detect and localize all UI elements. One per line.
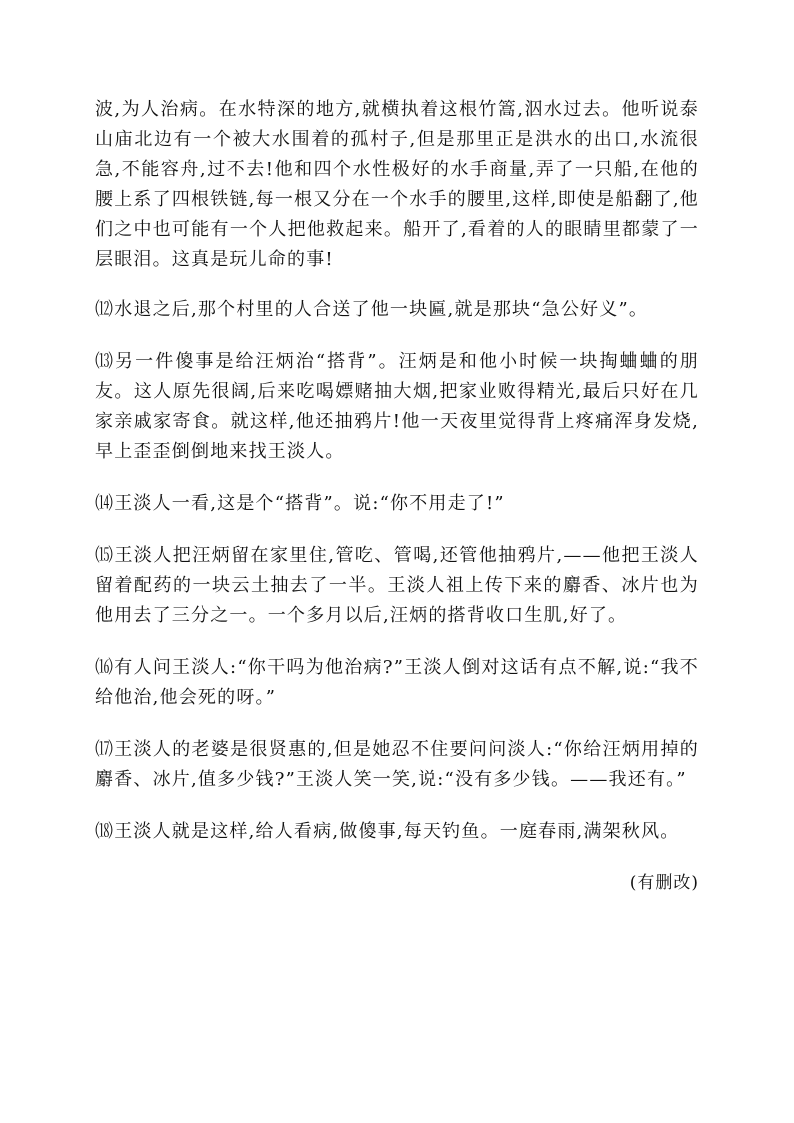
paragraph-17: ⒄王淡人的老婆是很贤惠的,但是她忍不住要问问淡人:“你给汪炳用掉的麝香、冰片,值多少钱?”王淡人笑一笑,说:“没有多少钱。——我还有。” [95,739,699,790]
paragraph-intro: 波,为人治病。在水特深的地方,就横执着这根竹篙,泅水过去。他听说泰山庙北边有一个被大水围着的孤村子,但是那里正是洪水的出口,水流很急,不能容舟,过不去!他和四个水性极好的水手商量,弄了一只船,在他的腰上系了四根铁链,每一根又分在一个水手的腰里,这样,即使是船翻了,他们之中也可能有一个人把他救起来。船开了,看着的人的眼睛里都蒙了一层眼泪。这真是玩儿命的事! [95,99,699,270]
source-note: (有删改) [629,873,699,893]
paragraph-14: ⒁王淡人一看,这是个“搭背”。说:“你不用走了!” [95,493,505,514]
paragraph-16: ⒃有人问王淡人:“你干吗为他治病?”王淡人倒对这话有点不解,说:“我不给他治,他会死的呀。” [95,657,699,708]
paragraph-12: ⑿水退之后,那个村里的人合送了他一块匾,就是那块“急公好义”。 [95,299,649,320]
paragraph-13: ⒀另一件傻事是给汪炳治“搭背”。汪炳是和他小时候一块掏蛐蛐的朋友。这人原先很阔,后来吃喝嫖赌抽大烟,把家业败得精光,最后只好在几家亲戚家寄食。就这样,他还抽鸦片!他一天夜里觉得背上疼痛浑身发烧,早上歪歪倒倒地来找王淡人。 [95,351,699,462]
article-body [95,95,699,897]
paragraph-18: ⒅王淡人就是这样,给人看病,做傻事,每天钓鱼。一庭春雨,满架秋风。 [95,821,680,842]
paragraph-15: ⒂王淡人把汪炳留在家里住,管吃、管喝,还管他抽鸦片,——他把王淡人留着配药的一块云土抽去了一半。王淡人祖上传下来的麝香、冰片也为他用去了三分之一。一个多月以后,汪炳的搭背收口生肌,好了。 [95,545,699,626]
